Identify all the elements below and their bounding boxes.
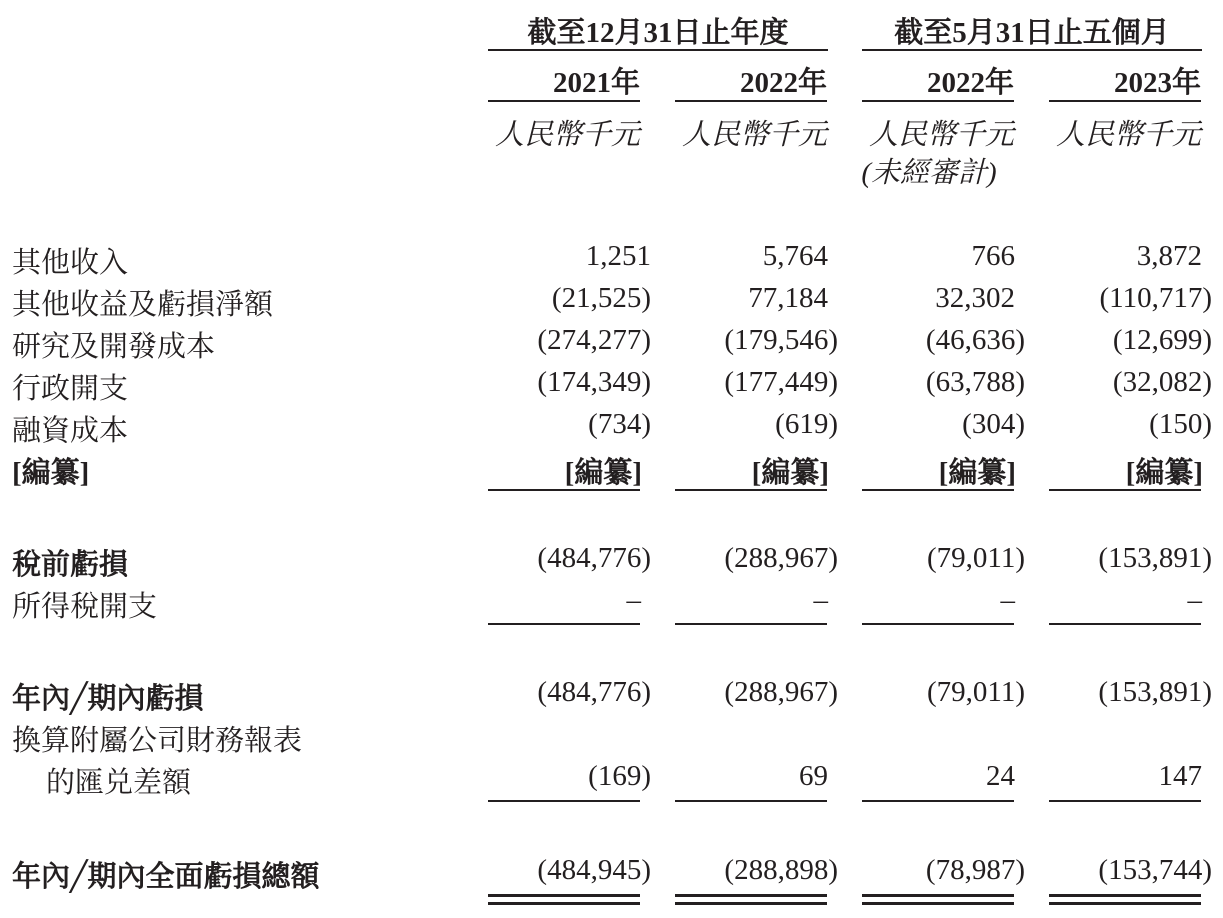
cell-value: (484,776) xyxy=(537,676,651,708)
subtotal-rule xyxy=(862,800,1014,802)
cell-value: (12,699) xyxy=(1112,324,1212,356)
column-underline xyxy=(488,100,640,102)
cell-value: 32,302 xyxy=(935,282,1015,314)
subtotal-rule xyxy=(862,623,1014,625)
cell-value: (63,788) xyxy=(925,366,1025,398)
cell-value: (274,277) xyxy=(537,324,651,356)
subtotal-rule xyxy=(1049,800,1201,802)
subtotal-rule xyxy=(675,800,827,802)
cell-value: (169) xyxy=(588,760,651,792)
row-label-admin-expenses: 行政開支 xyxy=(12,373,129,405)
cell-value: [編纂] xyxy=(751,457,829,489)
row-label-finance-costs: 融資成本 xyxy=(12,415,129,447)
total-double-rule xyxy=(488,902,640,905)
cell-value: (288,967) xyxy=(724,542,838,574)
column-unit-label: 人民幣千元 xyxy=(1055,119,1201,151)
cell-value: 24 xyxy=(986,760,1015,792)
cell-value: (153,891) xyxy=(1098,542,1212,574)
subtotal-rule xyxy=(675,489,827,491)
column-unit-label: 人民幣千元 xyxy=(494,119,640,151)
cell-value: 77,184 xyxy=(748,282,828,314)
cell-value: 147 xyxy=(1158,760,1202,792)
column-year-header: 2023年 xyxy=(1113,67,1201,99)
total-double-rule xyxy=(1049,902,1201,905)
total-double-rule xyxy=(1049,894,1201,897)
total-double-rule xyxy=(675,902,827,905)
cell-value: (179,546) xyxy=(724,324,838,356)
cell-value: (288,967) xyxy=(724,676,838,708)
row-label-other-income: 其他收入 xyxy=(12,247,129,279)
cell-value: [編纂] xyxy=(1125,457,1203,489)
cell-value: (177,449) xyxy=(724,366,838,398)
column-underline xyxy=(675,100,827,102)
cell-value: (46,636) xyxy=(925,324,1025,356)
subtotal-rule xyxy=(862,489,1014,491)
total-double-rule xyxy=(675,894,827,897)
cell-value: (734) xyxy=(588,408,651,440)
cell-value: – xyxy=(626,584,641,616)
group-header-year: 截至12月31日止年度 xyxy=(527,17,789,49)
subtotal-rule xyxy=(488,489,640,491)
column-unit-label: 人民幣千元 xyxy=(868,119,1014,151)
cell-value: (304) xyxy=(962,408,1025,440)
column-year-header: 2022年 xyxy=(926,67,1014,99)
cell-value: (21,525) xyxy=(551,282,651,314)
total-double-rule xyxy=(862,894,1014,897)
cell-value: (484,776) xyxy=(537,542,651,574)
cell-value: (484,945) xyxy=(537,854,651,886)
group-header-period: 截至5月31日止五個月 xyxy=(894,17,1170,49)
row-label-loss-before-tax: 稅前虧損 xyxy=(12,549,129,581)
cell-value: (153,744) xyxy=(1098,854,1212,886)
row-label-loss-for-period: 年內╱期內虧損 xyxy=(12,683,204,715)
subtotal-rule xyxy=(488,800,640,802)
cell-value: (174,349) xyxy=(537,366,651,398)
cell-value: (619) xyxy=(775,408,838,440)
total-double-rule xyxy=(488,894,640,897)
cell-value: (153,891) xyxy=(1098,676,1212,708)
unaudited-note: (未經審計) xyxy=(861,157,997,189)
cell-value: (288,898) xyxy=(724,854,838,886)
cell-value: 69 xyxy=(799,760,828,792)
cell-value: [編纂] xyxy=(938,457,1016,489)
row-label-total-comprehensive-loss: 年內╱期內全面虧損總額 xyxy=(12,861,320,893)
cell-value: 766 xyxy=(971,240,1015,272)
row-label-rnd-costs: 研究及開發成本 xyxy=(12,331,216,363)
row-label-other-gains-losses: 其他收益及虧損淨額 xyxy=(12,289,274,321)
column-underline xyxy=(1049,100,1201,102)
cell-value: (79,011) xyxy=(927,542,1025,574)
column-year-header: 2021年 xyxy=(552,67,640,99)
cell-value: – xyxy=(1187,584,1202,616)
subtotal-rule xyxy=(1049,489,1201,491)
column-unit-label: 人民幣千元 xyxy=(681,119,827,151)
cell-value: 3,872 xyxy=(1136,240,1202,272)
row-label-translation-line2: 的匯兑差額 xyxy=(46,767,192,799)
cell-value: (110,717) xyxy=(1099,282,1212,314)
cell-value: 5,764 xyxy=(762,240,828,272)
cell-value: (79,011) xyxy=(927,676,1025,708)
cell-value: – xyxy=(813,584,828,616)
subtotal-rule xyxy=(1049,623,1201,625)
column-underline xyxy=(862,100,1014,102)
cell-value: (150) xyxy=(1149,408,1212,440)
row-label-redacted: [編纂] xyxy=(12,457,90,489)
cell-value: 1,251 xyxy=(585,240,651,272)
cell-value: [編纂] xyxy=(564,457,642,489)
row-label-translation-line1: 換算附屬公司財務報表 xyxy=(12,725,303,757)
total-double-rule xyxy=(862,902,1014,905)
column-year-header: 2022年 xyxy=(739,67,827,99)
row-label-income-tax: 所得稅開支 xyxy=(12,591,158,623)
group-underline xyxy=(488,49,828,51)
cell-value: – xyxy=(1000,584,1015,616)
group-underline xyxy=(862,49,1202,51)
cell-value: (32,082) xyxy=(1112,366,1212,398)
cell-value: (78,987) xyxy=(925,854,1025,886)
subtotal-rule xyxy=(488,623,640,625)
subtotal-rule xyxy=(675,623,827,625)
